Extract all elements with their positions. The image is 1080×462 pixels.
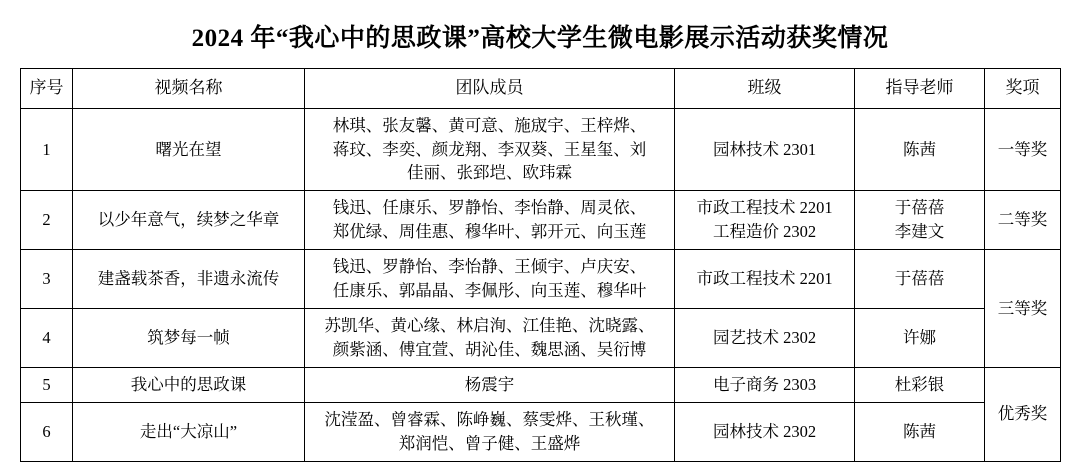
member-line: 钱迅、罗静怡、李怡静、王倾宇、卢庆安、 [332,257,647,277]
teacher-line: 陈茜 [903,139,936,159]
table-row [21,108,1061,191]
table-header [21,69,1061,109]
cell-video-name: 建盏载茶香，非遗永流传 [73,250,305,309]
cell-no: 2 [21,191,73,250]
column-header-teacher: 指导老师 [855,69,985,109]
member-line: 佳丽、张郅垲、欧玮霖 [407,163,572,183]
column-header-video-name: 视频名称 [73,69,305,109]
class-line: 园艺技术 2302 [712,328,817,348]
cell-team-members [305,108,675,191]
cell-video-name: 走出“大凉山” [73,402,305,461]
column-header-class: 班级 [675,69,855,109]
class-line: 园林技术 2302 [712,421,817,441]
cell-no: 1 [21,108,73,191]
member-line: 蒋玟、李奕、颜龙翔、李双葵、王星玺、刘 [332,139,647,159]
teacher-line: 于蓓蓓 [894,198,945,218]
member-line: 杨震宇 [464,374,515,394]
table-row [21,250,1061,309]
cell-teacher [855,191,985,250]
cell-teacher [855,250,985,309]
award-table-container [0,68,1080,462]
cell-award-merged-excellent: 优秀奖 [985,367,1061,461]
cell-teacher [855,367,985,402]
table-body [21,108,1061,461]
cell-video-name: 筑梦每一帧 [73,309,305,368]
cell-class [675,402,855,461]
cell-teacher [855,402,985,461]
teacher-line: 陈茜 [903,421,936,441]
member-line: 钱迅、任康乐、罗静怡、李怡静、周灵依、 [332,198,647,218]
column-header-no: 序号 [21,69,73,109]
cell-video-name: 曙光在望 [73,108,305,191]
teacher-line: 许娜 [903,328,936,348]
cell-team-members [305,402,675,461]
class-line: 电子商务 2303 [712,374,817,394]
cell-award: 一等奖 [985,108,1061,191]
cell-class [675,250,855,309]
member-line: 郑润恺、曾子健、王盛烨 [398,433,581,453]
teacher-line: 李建文 [894,222,945,242]
cell-team-members [305,309,675,368]
cell-no: 5 [21,367,73,402]
teacher-line: 杜彩银 [894,374,945,394]
teacher-line: 于蓓蓓 [894,269,945,289]
class-line: 园林技术 2301 [712,139,817,159]
cell-no: 3 [21,250,73,309]
column-header-team-members: 团队成员 [305,69,675,109]
class-line: 市政工程技术 2201 [696,198,833,218]
cell-teacher [855,309,985,368]
table-row [21,367,1061,402]
cell-video-name: 以少年意气，续梦之华章 [73,191,305,250]
member-line: 苏凯华、黄心缘、林启洵、江佳艳、沈晓露、 [324,316,655,336]
table-row [21,402,1061,461]
class-line: 工程造价 2302 [712,222,817,242]
cell-award-merged-third: 三等奖 [985,250,1061,368]
member-line: 任康乐、郭晶晶、李佩彤、向玉莲、穆华叶 [332,281,647,301]
member-line: 郑优绿、周佳惠、穆华叶、郭开元、向玉莲 [332,222,647,242]
table-header-row [21,69,1061,109]
column-header-award: 奖项 [985,69,1061,109]
cell-class [675,367,855,402]
cell-no: 6 [21,402,73,461]
page-title: 2024 年“我心中的思政课”高校大学生微电影展示活动获奖情况 [191,25,889,52]
member-line: 颜紫涵、傅宜萱、胡沁佳、魏思涵、吴衍博 [332,340,647,360]
cell-team-members [305,250,675,309]
cell-class [675,191,855,250]
cell-class [675,309,855,368]
member-line: 沈滢盈、曾睿霖、陈峥巍、蔡雯烨、王秋瑾、 [324,409,655,429]
cell-class [675,108,855,191]
cell-team-members [305,367,675,402]
cell-award: 二等奖 [985,191,1061,250]
table-row [21,309,1061,368]
cell-no: 4 [21,309,73,368]
class-line: 市政工程技术 2201 [696,269,833,289]
member-line: 林琪、张友馨、黄可意、施宬宇、王梓烨、 [332,115,647,135]
cell-video-name: 我心中的思政课 [73,367,305,402]
cell-teacher [855,108,985,191]
award-table [20,68,1061,462]
cell-team-members [305,191,675,250]
table-row [21,191,1061,250]
